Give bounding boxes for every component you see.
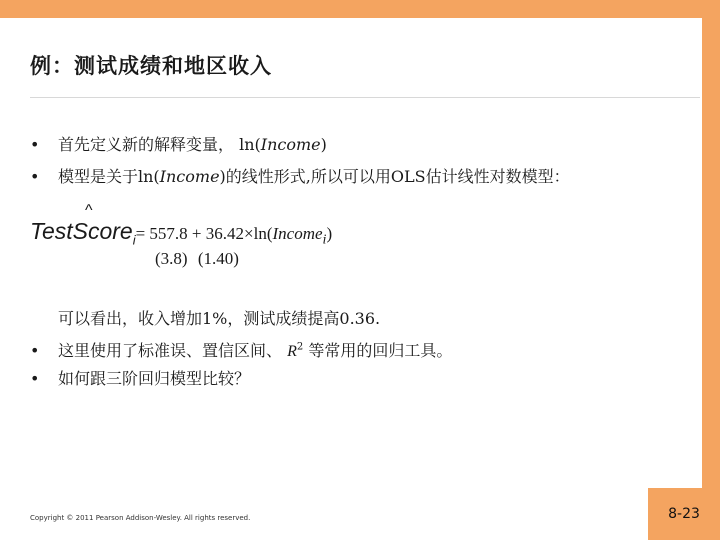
r-squared-exponent: 2	[296, 341, 304, 353]
top-accent-bar	[0, 0, 720, 18]
bullet-text: 模型是关于ln(	[58, 167, 160, 186]
bullet-text-end: )的线性形式,所以可以用OLS估计线性对数模型：	[219, 167, 570, 186]
bullet-model-form	[30, 164, 570, 187]
equation-rhs-coeffs: = 557.8 + 36.42×ln(	[135, 224, 273, 243]
bullet-compare-cubic	[30, 366, 250, 389]
page-number: 8-23	[668, 506, 700, 522]
r-squared-symbol: R	[287, 343, 297, 360]
equation-lhs-sub: i	[132, 232, 136, 248]
bullet-text-end: )	[320, 135, 327, 154]
income-variable: Income	[260, 135, 321, 154]
income-variable: Income	[159, 167, 220, 186]
title-divider	[30, 97, 700, 98]
interpretation-text: 可以看出，收入增加1%，测试成绩提高0.36.	[58, 309, 381, 328]
equation-lhs	[30, 202, 136, 248]
bullet-icon: •	[30, 167, 40, 186]
bullet-text: 首先定义新的解释变量， ln(	[58, 135, 261, 154]
bullet-text: 这里使用了标准误、置信区间、	[58, 341, 288, 360]
equation-rhs-close: )	[326, 224, 333, 243]
bullet-define-variable	[30, 132, 327, 155]
hat-symbol: ^	[85, 202, 93, 219]
bullet-text: 如何跟三阶回归模型比较？	[58, 369, 251, 388]
standard-errors: (3.8) (1.40)	[155, 249, 239, 268]
regression-equation	[30, 202, 333, 248]
right-accent-bar	[702, 0, 720, 540]
copyright-footer: Copyright © 2011 Pearson Addison-Wesley. All rights reserved.	[30, 514, 251, 522]
equation-income-var: Income	[272, 224, 323, 243]
bullet-icon: •	[30, 369, 40, 388]
equation-lhs-var: TestScore	[30, 218, 133, 244]
bullet-icon: •	[30, 341, 40, 360]
slide-title: 例：测试成绩和地区收入	[30, 53, 272, 78]
equation-income-sub: i	[322, 231, 327, 248]
page-number-box	[648, 488, 720, 540]
equation-rhs	[135, 224, 333, 248]
bullet-icon: •	[30, 135, 40, 154]
bullet-text-end: 等常用的回归工具。	[303, 341, 453, 360]
bullet-regression-tools	[30, 338, 452, 361]
